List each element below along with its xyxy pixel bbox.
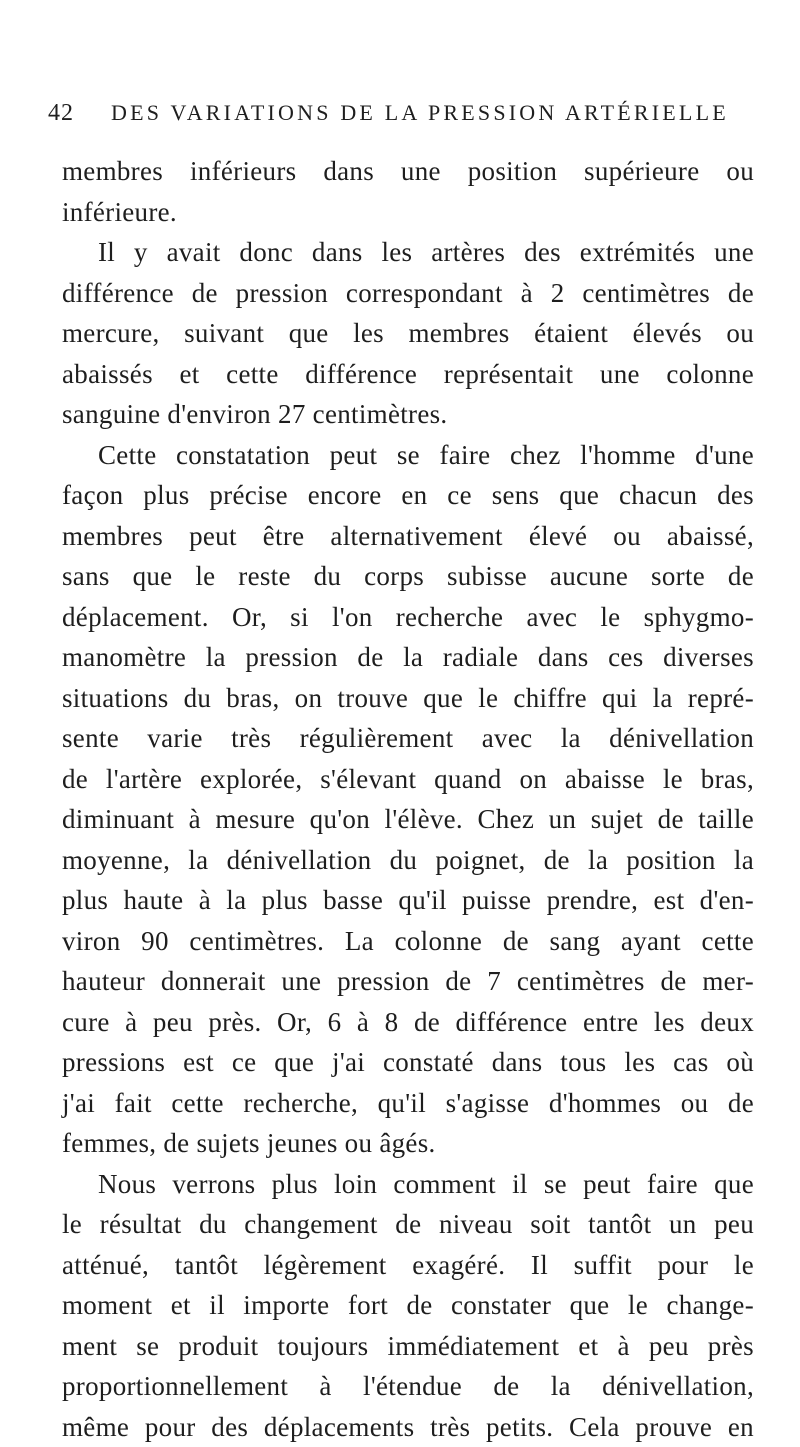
text-line: pressions est ce que j'ai constaté dans tous les cas où bbox=[62, 1042, 754, 1083]
text-line: situations du bras, on trouve que le chiffre qui la repré- bbox=[62, 678, 754, 719]
text-line: membres peut être alternativement élevé ou abaissé, bbox=[62, 516, 754, 557]
running-title: DES VARIATIONS DE LA PRESSION ARTÉRIELLE bbox=[111, 100, 729, 126]
text-line: proportionnellement à l'étendue de la dénivellation, bbox=[62, 1366, 754, 1407]
text-line: moment et il importe fort de constater que le change- bbox=[62, 1285, 754, 1326]
paragraph-start-line: Nous verrons plus loin comment il se peut faire que bbox=[62, 1164, 754, 1205]
body-text bbox=[62, 151, 754, 1447]
page-header bbox=[48, 100, 754, 140]
page-number: 42 bbox=[48, 100, 74, 127]
text-line: mercure, suivant que les membres étaient élevés ou bbox=[62, 313, 754, 354]
text-line: plus haute à la plus basse qu'il puisse prendre, est d'en- bbox=[62, 880, 754, 921]
text-line: inférieure. bbox=[62, 192, 754, 233]
text-line: même pour des déplacements très petits. Cela prouve en bbox=[62, 1407, 754, 1447]
text-line: sanguine d'environ 27 centimètres. bbox=[62, 394, 754, 435]
text-line: membres inférieurs dans une position supérieure ou bbox=[62, 151, 754, 192]
text-line: sans que le reste du corps subisse aucune sorte de bbox=[62, 556, 754, 597]
text-line: cure à peu près. Or, 6 à 8 de différence entre les deux bbox=[62, 1002, 754, 1043]
text-line: diminuant à mesure qu'on l'élève. Chez un sujet de taille bbox=[62, 799, 754, 840]
text-line: femmes, de sujets jeunes ou âgés. bbox=[62, 1123, 754, 1164]
text-line: viron 90 centimètres. La colonne de sang ayant cette bbox=[62, 921, 754, 962]
text-line: atténué, tantôt légèrement exagéré. Il suffit pour le bbox=[62, 1245, 754, 1286]
text-line: le résultat du changement de niveau soit tantôt un peu bbox=[62, 1204, 754, 1245]
text-line: j'ai fait cette recherche, qu'il s'agisse d'hommes ou de bbox=[62, 1083, 754, 1124]
text-line: ment se produit toujours immédiatement et à peu près bbox=[62, 1326, 754, 1367]
text-line: hauteur donnerait une pression de 7 centimètres de mer- bbox=[62, 961, 754, 1002]
text-line: différence de pression correspondant à 2 centimètres de bbox=[62, 273, 754, 314]
text-line: sente varie très régulièrement avec la dénivellation bbox=[62, 718, 754, 759]
paragraph-start-line: Il y avait donc dans les artères des extrémités une bbox=[62, 232, 754, 273]
text-line: de l'artère explorée, s'élevant quand on abaisse le bras, bbox=[62, 759, 754, 800]
text-line: déplacement. Or, si l'on recherche avec le sphygmo- bbox=[62, 597, 754, 638]
text-line: abaissés et cette différence représentait une colonne bbox=[62, 354, 754, 395]
text-line: manomètre la pression de la radiale dans ces diverses bbox=[62, 637, 754, 678]
paragraph-start-line: Cette constatation peut se faire chez l'homme d'une bbox=[62, 435, 754, 476]
text-line: moyenne, la dénivellation du poignet, de la position la bbox=[62, 840, 754, 881]
text-line: façon plus précise encore en ce sens que chacun des bbox=[62, 475, 754, 516]
